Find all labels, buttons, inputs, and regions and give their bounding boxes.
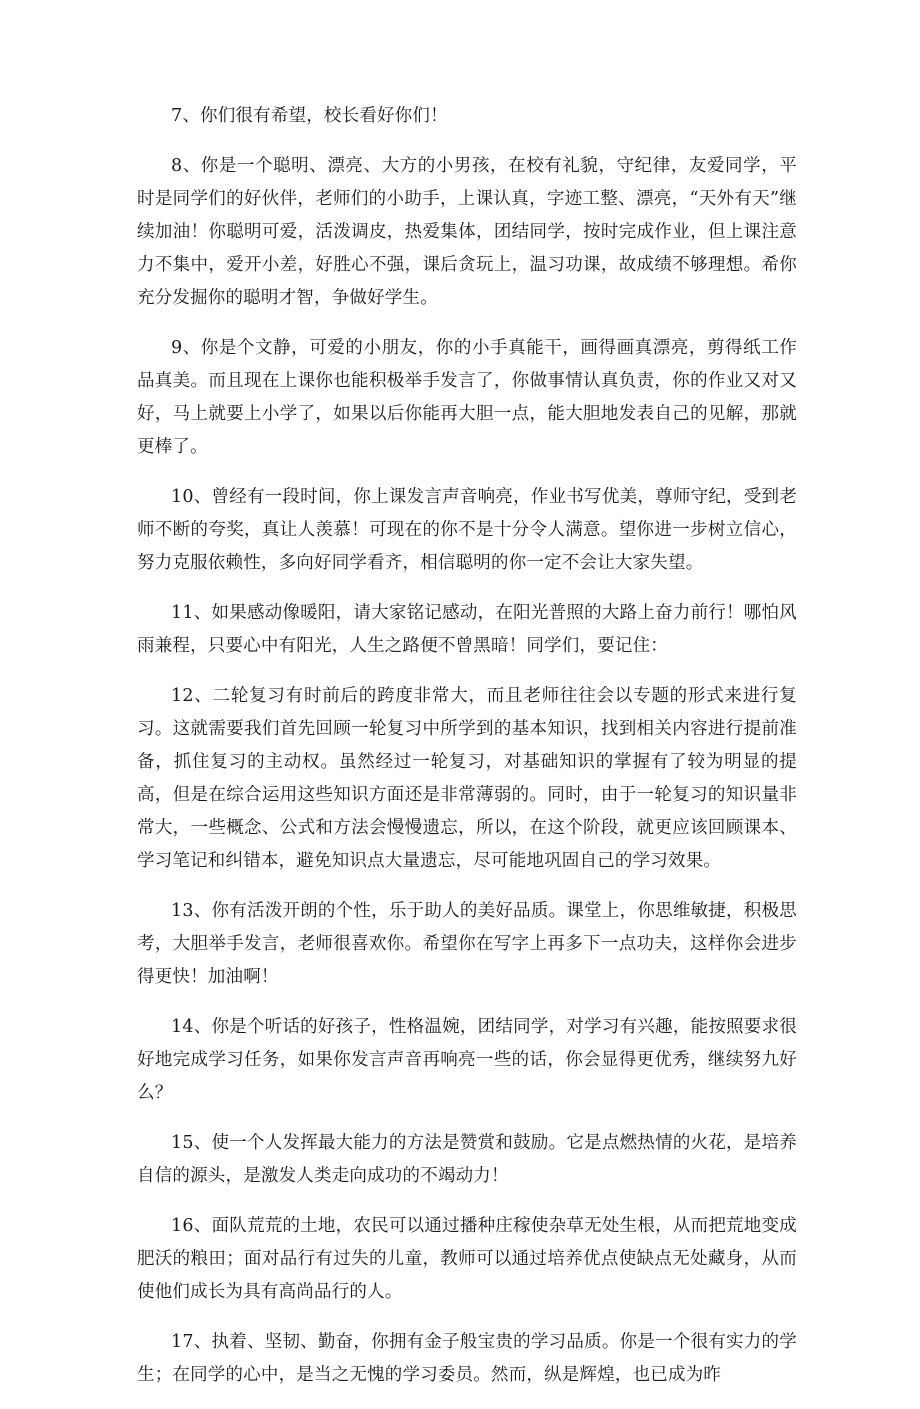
paragraph-9: 9、你是个文静，可爱的小朋友，你的小手真能干，画得画真漂亮，剪得纸工作品真美。而且现在上课你也能积极举手发言了，你做事情认真负责，你的作业又对又好，马上就要上小学了，如果以后你能再大胆一点，能大胆地发表自己的见解，那就更棒了。: [137, 338, 797, 457]
paragraph-16: 16、面队荒荒的土地，农民可以通过播种庄稼使杂草无处生根，从而把荒地变成肥沃的粮田；面对品行有过失的儿童，教师可以通过培养优点使缺点无处藏身，从而使他们成长为具有高尚品行的人。: [137, 1216, 797, 1302]
paragraph-7: 7、你们很有希望，校长看好你们！: [171, 106, 448, 126]
paragraph-15: 15、使一个人发挥最大能力的方法是赞赏和鼓励。它是点燃热情的火花，是培养自信的源头，是激发人类走向成功的不竭动力！: [137, 1133, 797, 1186]
paragraph-12: 12、二轮复习有时前后的跨度非常大，而且老师往往会以专题的形式来进行复习。这就需要我们首先回顾一轮复习中所学到的基本知识，找到相关内容进行提前准备，抓住复习的主动权。虽然经过一轮复习，对基础知识的掌握有了较为明显的提高，但是在综合运用这些知识方面还是非常薄弱的。同时，由于一轮复习的知识量非常大，一些概念、公式和方法会慢慢遗忘，所以，在这个阶段，就更应该回顾课本、学习笔记和纠错本，避免知识点大量遗忘，尽可能地巩固自己的学习效果。: [137, 686, 797, 871]
paragraph-13: 13、你有活泼开朗的个性，乐于助人的美好品质。课堂上，你思维敏捷，积极思考，大胆举手发言，老师很喜欢你。希望你在写字上再多下一点功夫，这样你会进步得更快！加油啊！: [137, 901, 797, 987]
paragraph-10: 10、曾经有一段时间，你上课发言声音响亮，作业书写优美，尊师守纪，受到老师不断的夸奖，真让人羡慕！可现在的你不是十分令人满意。望你进一步树立信心，努力克服依赖性，多向好同学看齐，相信聪明的你一定不会让大家失望。: [137, 487, 797, 573]
document-body: [137, 100, 797, 1409]
paragraph-14: 14、你是个听话的好孩子，性格温婉，团结同学，对学习有兴趣，能按照要求很好地完成学习任务，如果你发言声音再响亮一些的话，你会显得更优秀，继续努九好么？: [137, 1017, 797, 1103]
paragraph-17: 17、执着、坚韧、勤奋，你拥有金子般宝贵的学习品质。你是一个很有实力的学生；在同学的心中，是当之无愧的学习委员。然而，纵是辉煌，也已成为昨: [137, 1332, 797, 1385]
paragraph-11: 11、如果感动像暖阳，请大家铭记感动，在阳光普照的大路上奋力前行！哪怕风雨兼程，只要心中有阳光，人生之路便不曾黑暗！同学们，要记住：: [137, 603, 797, 656]
paragraph-8: 8、你是一个聪明、漂亮、大方的小男孩，在校有礼貌，守纪律，友爱同学，平时是同学们的好伙伴，老师们的小助手，上课认真，字迹工整、漂亮，“天外有天”继续加油！你聪明可爱，活泼调皮，热爱集体，团结同学，按时完成作业，但上课注意力不集中，爱开小差，好胜心不强，课后贪玩上，温习功课，故成绩不够理想。希你充分发掘你的聪明才智，争做好学生。: [137, 156, 797, 308]
